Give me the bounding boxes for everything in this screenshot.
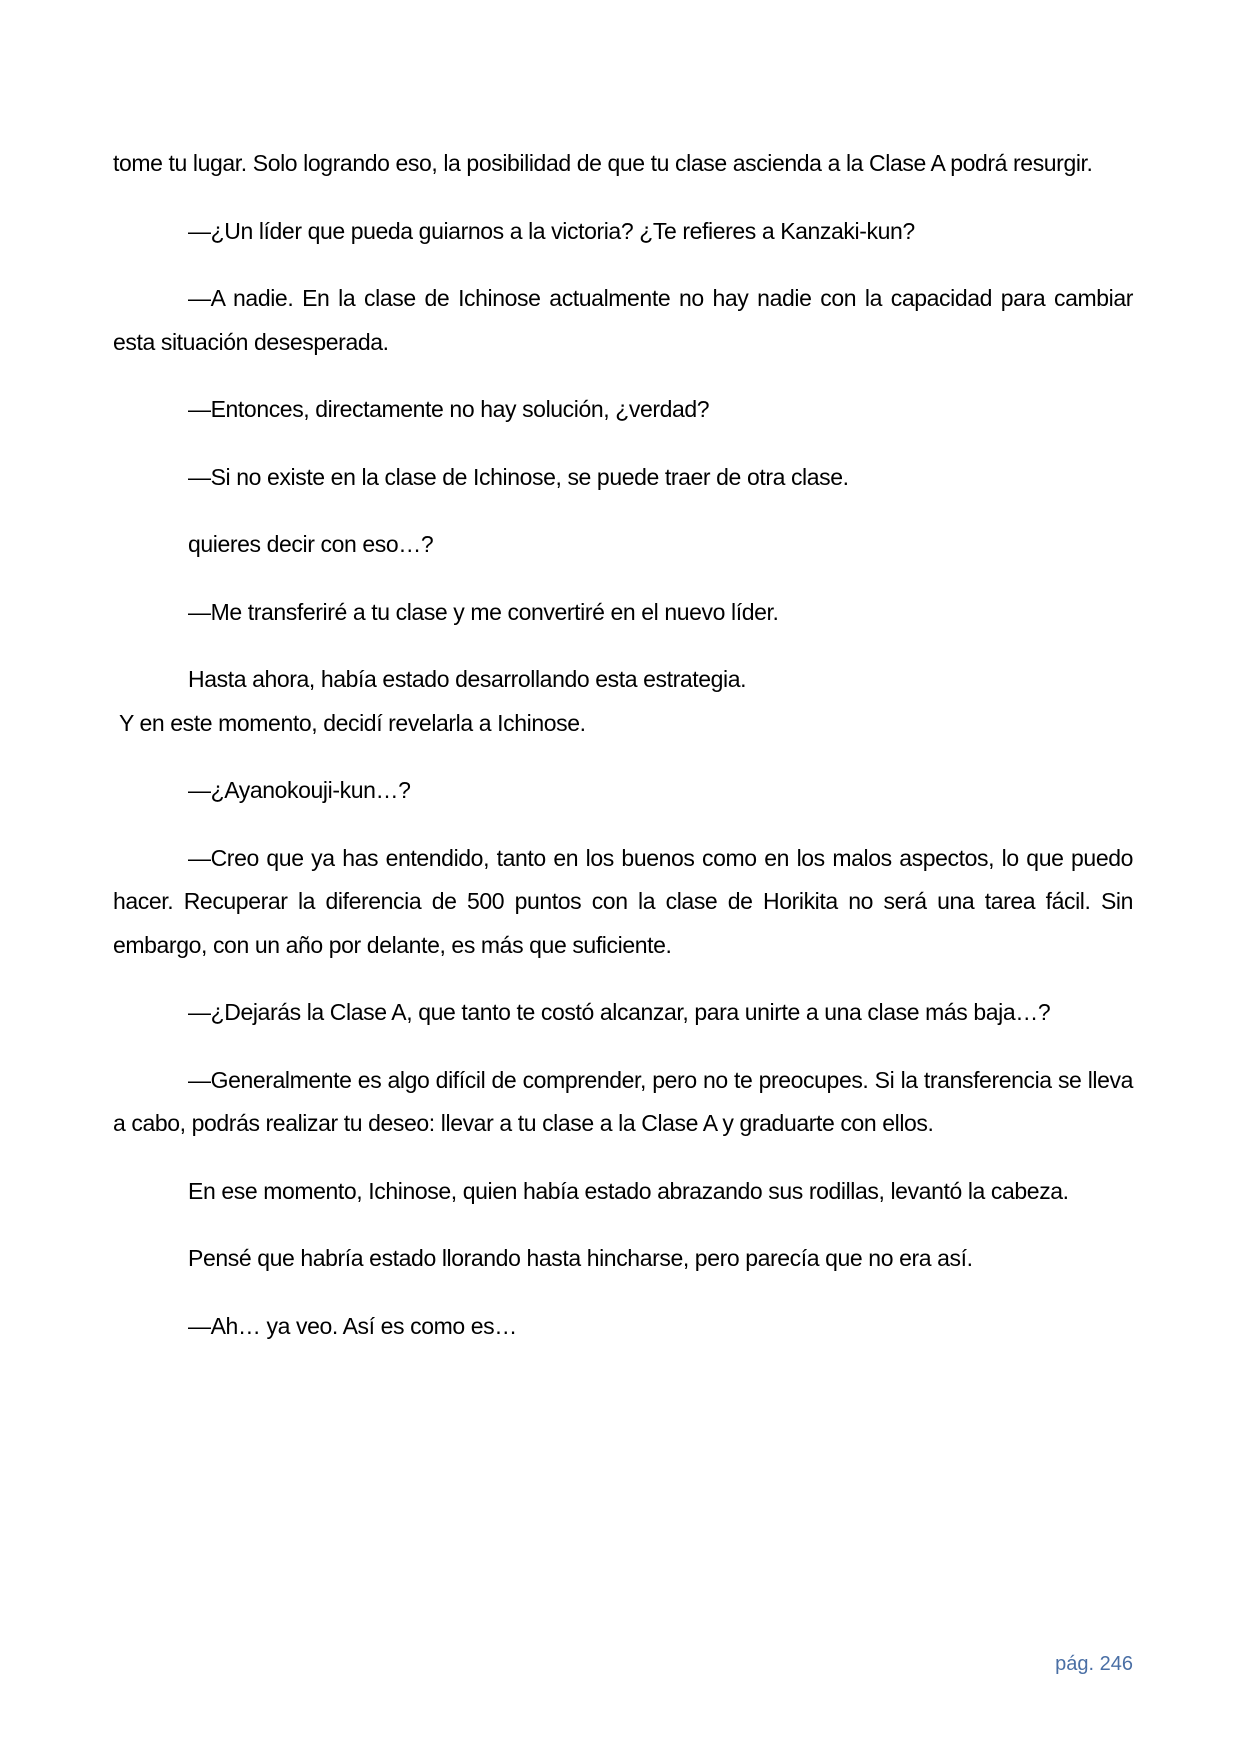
paragraph: Pensé que habría estado llorando hasta hincharse, pero parecía que no era así. bbox=[188, 1245, 973, 1271]
paragraph: —A nadie. En la clase de Ichinose actualmente no hay nadie con la capacidad para cambiar esta situación desesperada. bbox=[113, 285, 1133, 355]
paragraph: —Si no existe en la clase de Ichinose, se puede traer de otra clase. bbox=[188, 463, 849, 490]
page-number: pág. 246 bbox=[1055, 1653, 1133, 1675]
paragraph: quieres decir con eso…? bbox=[188, 531, 434, 557]
paragraph: —Entonces, directamente no hay solución, ¿verdad? bbox=[188, 396, 710, 422]
paragraph: —Ah… ya veo. Así es como es… bbox=[188, 1312, 517, 1339]
paragraph: —Generalmente es algo difícil de comprender, pero no te preocupes. Si la transferencia se lleva a cabo, podrás realizar tu deseo: llevar a tu clase a la Clase A y graduarte con ellos. bbox=[113, 1066, 1133, 1136]
paragraph: —¿Ayanokouji-kun…? bbox=[188, 777, 411, 803]
paragraph: Hasta ahora, había estado desarrollando esta estrategia. bbox=[188, 666, 747, 692]
paragraph: tome tu lugar. Solo logrando eso, la posibilidad de que tu clase ascienda a la Clase A podrá resurgir. bbox=[113, 150, 1093, 176]
paragraph: —Me transferiré a tu clase y me convertiré en el nuevo líder. bbox=[188, 598, 779, 625]
paragraph: En ese momento, Ichinose, quien había estado abrazando sus rodillas, levantó la cabeza. bbox=[188, 1177, 1069, 1204]
paragraph: Y en este momento, decidí revelarla a Ichinose. bbox=[119, 709, 586, 736]
paragraph: —Creo que ya has entendido, tanto en los buenos como en los malos aspectos, lo que puedo hacer. Recuperar la diferencia de 500 puntos con la clase de Horikita no será una tarea fácil. Sin embargo, con un año por delante, es más que suficiente. bbox=[113, 844, 1133, 958]
paragraph: —¿Un líder que pueda guiarnos a la victoria? ¿Te refieres a Kanzaki-kun? bbox=[188, 217, 915, 244]
paragraph: —¿Dejarás la Clase A, que tanto te costó alcanzar, para unirte a una clase más baja…? bbox=[188, 999, 1051, 1025]
body-text bbox=[113, 142, 1133, 1372]
